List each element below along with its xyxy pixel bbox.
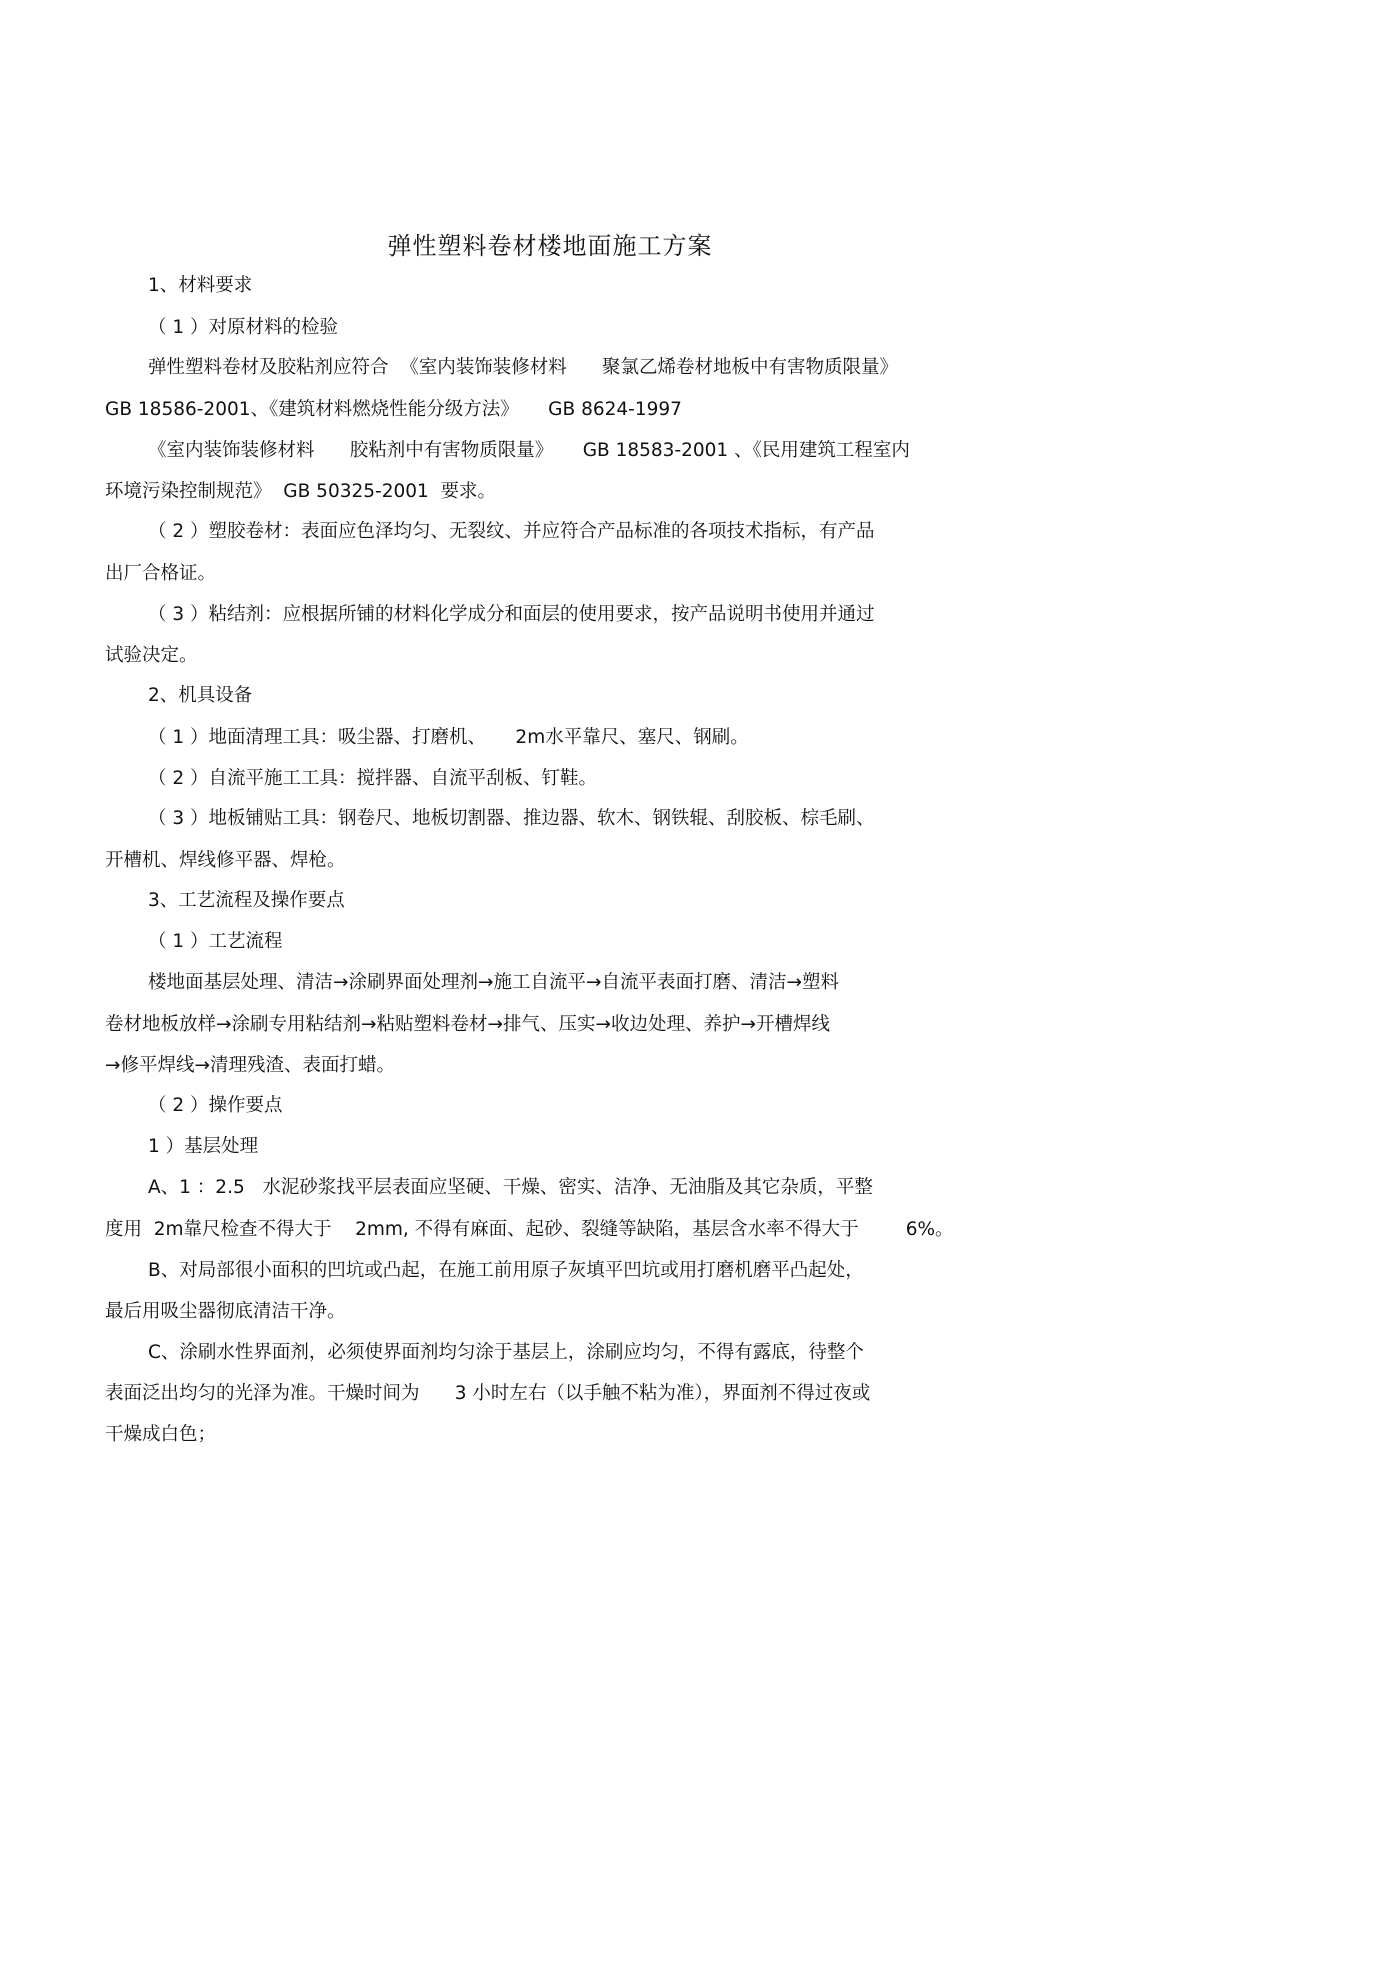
paragraph-line: →修平焊线→清理残渣、表面打蜡。 [105,1055,396,1076]
paragraph-line: 楼地面基层处理、清洁→涂刷界面处理剂→施工自流平→自流平表面打磨、清洁→塑料 [148,972,840,993]
paragraph-line: （ 2 ）自流平施工工具：搅拌器、自流平刮板、钉鞋。 [148,768,598,789]
paragraph-line: （ 3 ）地板铺贴工具：钢卷尺、地板切割器、推边器、软木、钢铁辊、刮胶板、棕毛刷、 [148,808,875,829]
paragraph-line: 干燥成白色； [105,1424,217,1445]
paragraph-line: 表面泛出均匀的光泽为准。干燥时间为 3 小时左右（以手触不粘为准），界面剂不得过夜或 [105,1383,871,1404]
document-title: 弹性塑料卷材楼地面施工方案 [387,232,713,260]
section-heading: 2、机具设备 [148,685,253,706]
section-heading: 3、工艺流程及操作要点 [148,890,345,911]
paragraph-line: （ 2 ）塑胶卷材：表面应色泽均匀、无裂纹、并应符合产品标准的各项技术指标，有产品 [148,521,875,542]
subsection-heading: 1 ）基层处理 [148,1136,259,1157]
paragraph-line: 最后用吸尘器彻底清洁干净。 [105,1301,346,1322]
section-heading: 1、材料要求 [148,275,253,296]
paragraph-line: 弹性塑料卷材及胶粘剂应符合 《室内装饰装修材料 聚氯乙烯卷材地板中有害物质限量》 [148,357,899,378]
paragraph-line: 出厂合格证。 [105,563,217,584]
paragraph-line: 度用 2m靠尺检查不得大于 2mm, 不得有麻面、起砂、裂缝等缺陷，基层含水率不得大于 6%。 [105,1219,954,1240]
paragraph-line: GB 18586-2001、《建筑材料燃烧性能分级方法》 GB 8624-1997 [105,399,682,420]
paragraph-line: A、1 ：2.5 水泥砂浆找平层表面应坚硬、干燥、密实、洁净、无油脂及其它杂质，平整 [148,1177,873,1198]
paragraph-line: B、对局部很小面积的凹坑或凸起，在施工前用原子灰填平凹坑或用打磨机磨平凸起处， [148,1260,864,1281]
paragraph-line: 环境污染控制规范》 GB 50325-2001 要求。 [105,481,497,502]
paragraph-line: 试验决定。 [105,645,198,666]
paragraph-line: （ 3 ）粘结剂：应根据所铺的材料化学成分和面层的使用要求，按产品说明书使用并通过 [148,604,875,625]
paragraph-line: C、涂刷水性界面剂，必须使界面剂均匀涂于基层上，涂刷应均匀，不得有露底，待整个 [148,1342,864,1363]
paragraph-line: （ 1 ）地面清理工具：吸尘器、打磨机、 2m水平靠尺、塞尺、钢刷。 [148,727,749,748]
paragraph-line: 《室内装饰装修材料 胶粘剂中有害物质限量》 GB 18583-2001 、《民用建筑工程室内 [148,440,910,461]
paragraph-line: 卷材地板放样→涂刷专用粘结剂→粘贴塑料卷材→排气、压实→收边处理、养护→开槽焊线 [105,1014,831,1035]
paragraph-line: 开槽机、焊线修平器、焊枪。 [105,850,346,871]
subsection-heading: （ 1 ）工艺流程 [148,931,283,952]
subsection-heading: （ 2 ）操作要点 [148,1095,283,1116]
subsection-heading: （ 1 ）对原材料的检验 [148,317,339,338]
